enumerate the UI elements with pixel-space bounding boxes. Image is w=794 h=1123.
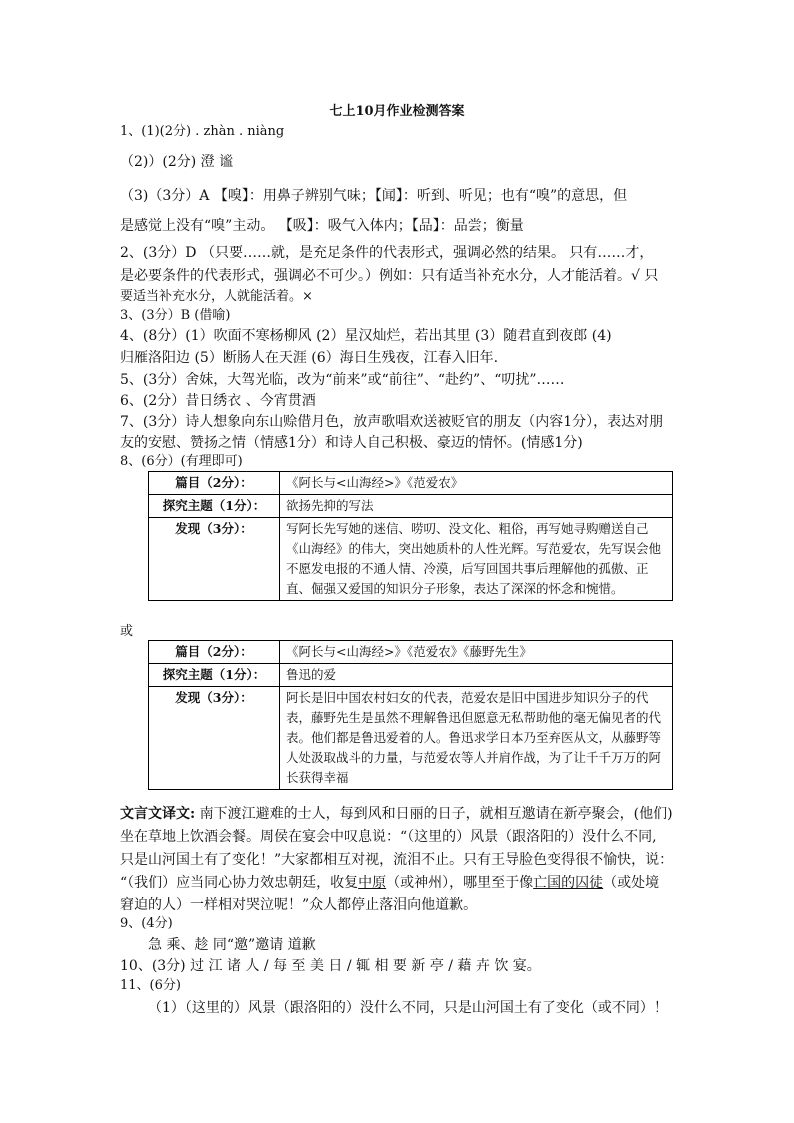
or-separator: 或 bbox=[120, 624, 134, 639]
q5-line: 5、(3分）舍妹，大驾光临，改为“前来”或“前往”、“赴约”、“叨扰”…… bbox=[120, 372, 565, 388]
table-row bbox=[149, 664, 673, 687]
translation-label: 文言文译文: bbox=[120, 806, 196, 822]
q1-line-4: 是感觉上没有“嗅”主动。 【吸】：吸气入体内；【品】：品尝；衡量 bbox=[120, 218, 524, 234]
table-label: 篇目（2分）： bbox=[149, 472, 280, 495]
translation-line-3: 只是山河国土有了变化！”大家都相互对视，流泪不止。只有王导脸色变得很不愉快，说： bbox=[120, 852, 674, 868]
q7-line-1: 7、(3分）诗人想象向东山赊借月色，放声歌唱欢送被贬官的朋友（内容1分），表达对朋 bbox=[120, 414, 664, 430]
q2-line-1: 2、(3分）D （只要……就，是充足条件的代表形式，强调必然的结果。 只有……才， bbox=[120, 245, 654, 261]
table-row bbox=[149, 472, 673, 495]
table-value: 《阿长与<山海经>》《范爱农》 bbox=[280, 472, 673, 495]
table-value: 阿长是旧中国农村妇女的代表，范爱农是旧中国进步知识分子的代表，藤野先生是虽然不理解鲁迅但愿意无私帮助他的毫无偏见者的代表。他们都是鲁迅爱着的人。鲁迅求学日本乃至弃医从文，从藤野等人处汲取战斗的力量，与范爱农等人并肩作战，为了让千千万万的阿长获得幸福 bbox=[280, 687, 673, 790]
translation-line-5: 窘迫的人）一样相对哭泣呢！”众人都停止落泪向他道歉。 bbox=[120, 897, 478, 913]
translation-line-1: 文言文译文: 南下渡江避难的士人，每到风和日丽的日子，就相互邀请在新亭聚会，(他们) bbox=[120, 806, 673, 822]
q1-line-2: （2)）(2分) 澄 谧 bbox=[120, 154, 234, 170]
table-label: 探究主题（1分）： bbox=[149, 664, 280, 687]
table-label: 发现（3分）： bbox=[149, 518, 280, 601]
q9-line-1: 9、(4分) bbox=[120, 916, 173, 931]
q6-line: 6、(2分）昔日绣衣 、今宵贯酒 bbox=[120, 393, 316, 409]
page-title: 七上10月作业检测答案 bbox=[329, 104, 465, 119]
table-value: 鲁迅的爱 bbox=[280, 664, 673, 687]
table-row bbox=[149, 687, 673, 790]
q11-line-1: 11、(6分) bbox=[120, 978, 181, 993]
q4-line-2: 归雁洛阳边 (5）断肠人在天涯 (6）海日生残夜，江春入旧年. bbox=[120, 350, 499, 366]
translation-line-4: “（我们）应当同心协力效忠朝廷，收复中原（或神州），哪里至于像亡国的囚徒（或处境 bbox=[120, 875, 660, 891]
translation-line-2: 坐在草地上饮酒会餐。周侯在宴会中叹息说：“（这里的）风景（跟洛阳的）没什么不同, bbox=[120, 829, 657, 845]
table-value: 欲扬先抑的写法 bbox=[280, 495, 673, 518]
q2-line-3: 要适当补充水分，人就能活着。× bbox=[120, 289, 313, 304]
q1-line-3: （3)（3分）A 【嗅】：用鼻子辨别气味；【闻】：听到、听见；也有“嗅”的意思，但 bbox=[120, 188, 628, 204]
q7-line-2: 友的安慰、赞扬之情（情感1分）和诗人自己积极、豪迈的情怀。(情感1分) bbox=[120, 435, 583, 451]
q10-line: 10、(3分) 过 江 诸 人 / 每 至 美 日 / 辄 相 要 新 亭 / 藉 卉 饮 宴。 bbox=[120, 958, 541, 974]
q3-line: 3、(3分）B (借喻) bbox=[120, 308, 231, 323]
table-label: 发现（3分）： bbox=[149, 687, 280, 790]
answer-table-1 bbox=[148, 471, 673, 601]
table-value: 写阿长先写她的迷信、唠叨、没文化、粗俗，再写她寻购赠送自己《山海经》的伟大，突出她质朴的人性光辉。写范爱农，先写误会他不愿发电报的不通人情、冷漠，后写回国共事后理解他的孤傲、正直、倔强又爱国的知识分子形象，表达了深深的怀念和惋惜。 bbox=[280, 518, 673, 601]
q4-line-1: 4、(8分）(1）吹面不寒杨柳风 (2）星汉灿烂，若出其里 (3）随君直到夜郎 (4) bbox=[120, 328, 612, 344]
q2-line-2: 是必要条件的代表形式，强调必不可少。）例如：只有适当补充水分，人才能活着。√ 只 bbox=[120, 268, 659, 284]
q9-line-2: 急 乘、趁 同“邀”邀请 道歉 bbox=[148, 937, 316, 953]
answer-table-2 bbox=[148, 640, 673, 790]
table-row bbox=[149, 641, 673, 664]
table-row bbox=[149, 518, 673, 601]
q8-line: 8、(6分）(有理即可) bbox=[120, 454, 243, 469]
q11-line-2: （1）（这里的）风景（跟洛阳的）没什么不同，只是山河国土有了变化（或不同）！ bbox=[148, 1000, 668, 1016]
table-row bbox=[149, 495, 673, 518]
table-label: 探究主题（1分）： bbox=[149, 495, 280, 518]
table-label: 篇目（2分）： bbox=[149, 641, 280, 664]
q1-line-1: 1、(1)(2分) . zhàn . niàng bbox=[120, 124, 285, 139]
table-value: 《阿长与<山海经>》《范爱农》《藤野先生》 bbox=[280, 641, 673, 664]
